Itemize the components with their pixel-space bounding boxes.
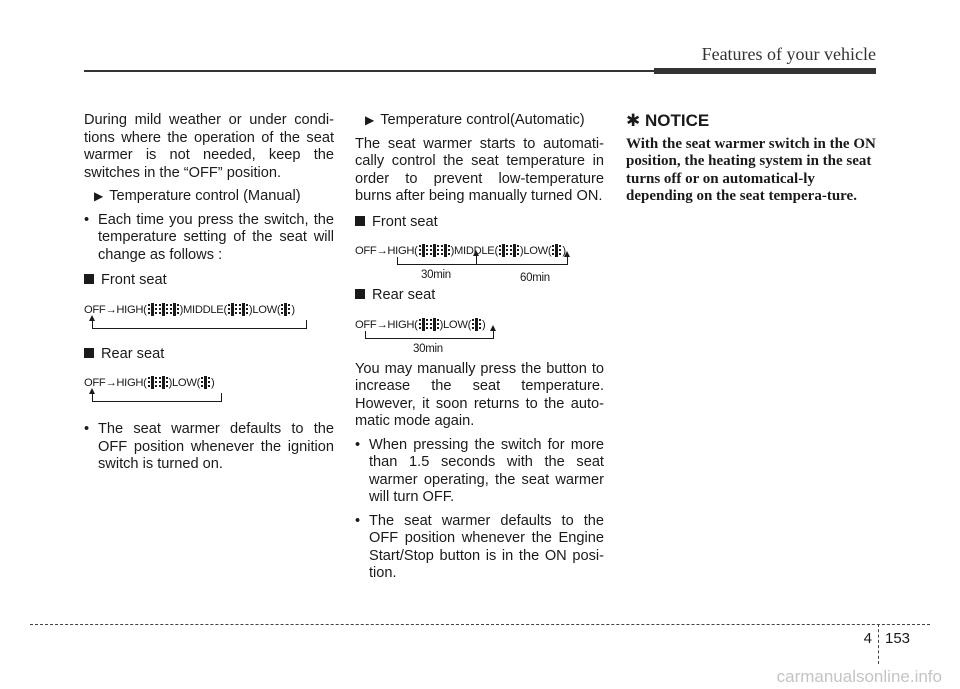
timer-bracket bbox=[397, 257, 568, 265]
bullet-icon: • bbox=[84, 211, 90, 228]
timer-30min: 30min bbox=[413, 342, 443, 355]
mode-end: ) bbox=[211, 377, 215, 389]
column-1 bbox=[84, 112, 334, 474]
bullet-text: The seat warmer defaults to the OFF position whenever the ignition switch is turned on. bbox=[98, 421, 334, 472]
seat-heat-icon bbox=[499, 244, 508, 257]
seat-heat-icon bbox=[159, 303, 168, 316]
notice-title-text: NOTICE bbox=[644, 111, 710, 130]
manual-override-paragraph: You may manually press the button to increase the seat temperature. However, it soon returns to the auto-matic mode again. bbox=[355, 360, 604, 429]
seat-heat-icon bbox=[552, 244, 561, 257]
bullet-icon: • bbox=[355, 436, 361, 453]
front-seat-label bbox=[84, 272, 334, 290]
seat-heat-icon bbox=[419, 318, 428, 331]
mode-off: OFF bbox=[355, 318, 377, 331]
mode-off: OFF bbox=[84, 303, 106, 316]
timer-30min: 30min bbox=[421, 269, 451, 281]
mode-low: )LOW( bbox=[519, 245, 552, 257]
header-bar bbox=[654, 68, 876, 74]
seat-heat-icon bbox=[239, 303, 248, 316]
mode-end: ) bbox=[291, 303, 295, 316]
chapter-number: 4 bbox=[863, 630, 872, 647]
header-rule bbox=[84, 70, 654, 72]
cycle-bracket bbox=[92, 320, 307, 329]
list-item bbox=[84, 421, 334, 474]
seat-heat-icon bbox=[441, 244, 450, 257]
seat-heat-icon bbox=[148, 303, 157, 316]
auto-paragraph: The seat warmer starts to automati-cally control the seat temperature in order to prevent low-temperature burns after being manually turned ON. bbox=[355, 135, 604, 204]
bracket-left bbox=[92, 320, 93, 328]
mode-middle: )MIDDLE( bbox=[450, 245, 498, 257]
intro-paragraph: During mild weather or under condi-tions where the operation of the seat warmer is not needed, keep the switches in the “OFF” position. bbox=[84, 112, 334, 181]
mode-end: ) bbox=[482, 318, 486, 331]
notice-title bbox=[626, 112, 876, 130]
footer-separator bbox=[878, 624, 879, 664]
square-bullet-icon bbox=[355, 289, 365, 299]
triangle-icon: ▶ bbox=[365, 113, 375, 127]
list-item bbox=[355, 437, 604, 507]
rear-seat-label bbox=[355, 287, 604, 305]
square-bullet-icon bbox=[355, 216, 365, 226]
auto-heading bbox=[365, 112, 604, 130]
footer-rule bbox=[30, 624, 930, 625]
seat-heat-icon bbox=[419, 244, 428, 257]
page-number: 153 bbox=[885, 630, 911, 647]
mode-high: HIGH( bbox=[387, 245, 418, 257]
mode-high: HIGH( bbox=[387, 318, 418, 331]
arrow-up-icon bbox=[490, 325, 496, 331]
cycle-bracket bbox=[92, 393, 222, 402]
mode-high: HIGH( bbox=[116, 303, 147, 316]
seat-heat-icon bbox=[472, 318, 481, 331]
seat-heat-icon bbox=[510, 244, 519, 257]
bullet-text: The seat warmer defaults to the OFF position whenever the Engine Start/Stop button is in the ON posi-tion. bbox=[369, 512, 604, 581]
list-item bbox=[355, 513, 604, 583]
timer-bracket-mid bbox=[476, 255, 477, 264]
seat-heat-icon bbox=[170, 303, 179, 316]
arrow-up-icon bbox=[473, 250, 479, 256]
mode-high: HIGH( bbox=[116, 377, 147, 389]
front-seat-label bbox=[355, 214, 604, 232]
watermark: carmanualsonline.info bbox=[776, 667, 942, 686]
notice-box bbox=[626, 112, 876, 206]
timer-60min: 60min bbox=[520, 272, 550, 284]
timer-bracket-end bbox=[567, 257, 568, 265]
page-header-title: Features of your vehicle bbox=[701, 44, 876, 64]
timer-bracket bbox=[365, 331, 494, 339]
square-bullet-icon bbox=[84, 348, 94, 358]
bullet-icon: • bbox=[84, 421, 90, 437]
bullet-text: Each time you press the switch, the temperature setting of the seat will change as follows : bbox=[98, 211, 334, 263]
front-seat-text: Front seat bbox=[101, 272, 167, 288]
bullet-icon: • bbox=[355, 512, 361, 529]
seat-heat-icon bbox=[228, 303, 237, 316]
list-item bbox=[84, 212, 334, 265]
front-seat-diagram: OFF→HIGH( )MIDDLE( )LOW( ) bbox=[84, 298, 334, 332]
auto-heading-text: Temperature control(Automatic) bbox=[380, 112, 585, 128]
manual-heading bbox=[94, 188, 334, 206]
asterisk-icon: ✱ bbox=[626, 111, 641, 130]
seat-heat-icon bbox=[430, 244, 439, 257]
rear-seat-text: Rear seat bbox=[101, 345, 165, 362]
auto-front-diagram: OFF→HIGH( )MIDDLE( )LOW( ) 30min 60min bbox=[355, 237, 604, 283]
rear-seat-diagram: OFF→HIGH( )LOW( ) bbox=[84, 371, 334, 407]
seat-heat-icon bbox=[159, 376, 168, 389]
mode-low: )LOW( bbox=[439, 318, 472, 331]
rear-seat-text: Rear seat bbox=[372, 287, 436, 303]
square-bullet-icon bbox=[84, 274, 94, 284]
mode-middle: )MIDDLE( bbox=[179, 303, 227, 316]
seat-heat-icon bbox=[201, 376, 210, 389]
manual-heading-text: Temperature control (Manual) bbox=[109, 188, 301, 204]
mode-off: OFF bbox=[355, 245, 377, 257]
seat-heat-icon bbox=[281, 303, 290, 316]
bullet-text: When pressing the switch for more than 1.5 seconds with the seat warmer operating, the seat warmer will turn OFF. bbox=[369, 436, 604, 505]
seat-heat-icon bbox=[430, 318, 439, 331]
arrow-up-icon bbox=[564, 251, 570, 257]
mode-off: OFF bbox=[84, 377, 106, 389]
rear-seat-label bbox=[84, 346, 334, 364]
timer-bracket-end bbox=[493, 331, 494, 339]
notice-body: With the seat warmer switch in the ON position, the heating system in the seat turns off or on automatical-ly depending on the seat tempera-ture. bbox=[626, 135, 876, 204]
mode-low: )LOW( bbox=[248, 303, 281, 316]
column-2 bbox=[355, 112, 604, 583]
mode-low: )LOW( bbox=[168, 377, 201, 389]
triangle-icon: ▶ bbox=[94, 189, 104, 203]
seat-heat-icon bbox=[148, 376, 157, 389]
auto-rear-diagram: OFF→HIGH( )LOW( ) 30min bbox=[355, 311, 604, 357]
front-seat-text: Front seat bbox=[372, 213, 438, 230]
mode-end: ) bbox=[562, 245, 566, 257]
